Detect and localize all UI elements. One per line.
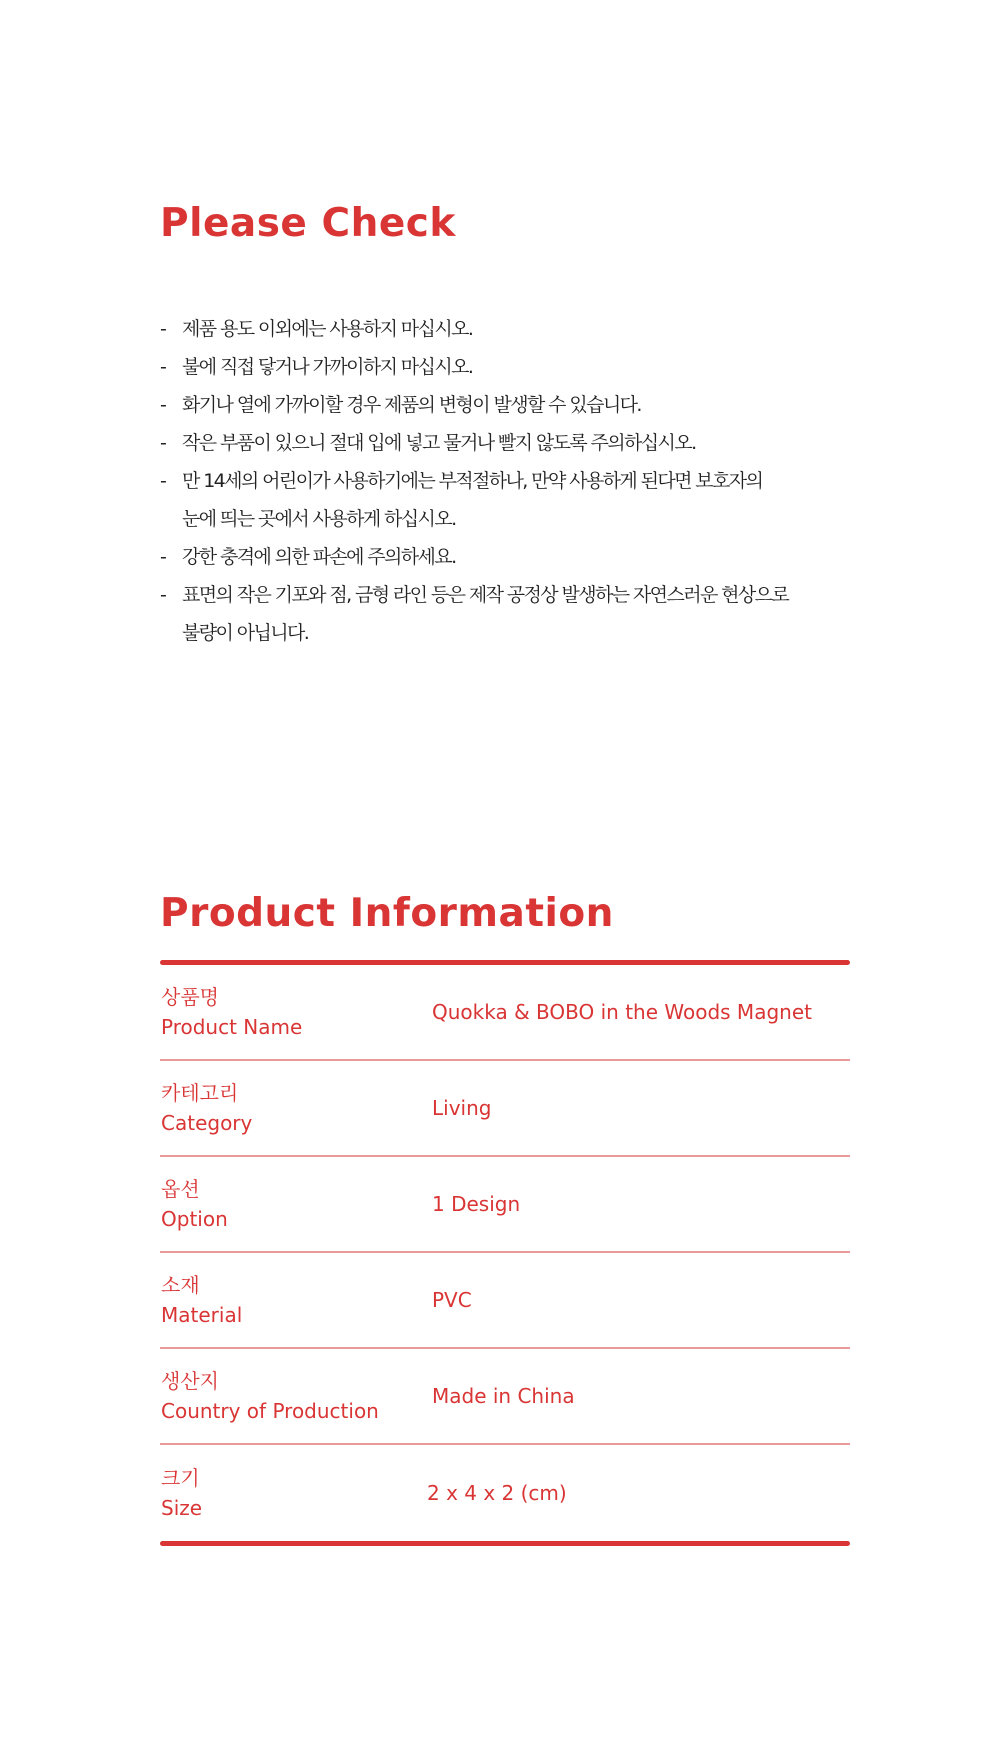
caution-item [160, 310, 860, 348]
label-english: Category [161, 1111, 253, 1135]
label-english: Product Name [161, 1015, 303, 1039]
caution-text: 작은 부품이 있으니 절대 입에 넣고 물거나 빨지 않도록 주의하십시오. [182, 432, 696, 454]
info-row-product-name [160, 965, 850, 1061]
row-label [161, 1349, 379, 1443]
row-label [161, 1445, 202, 1541]
label-korean: 상품명 [161, 985, 219, 1009]
info-row-country-of-production [160, 1349, 850, 1445]
bullet-dash: - [160, 394, 167, 416]
product-info-table [160, 960, 850, 1546]
row-value: 2 x 4 x 2 (cm) [427, 1481, 567, 1505]
label-english: Material [161, 1303, 243, 1327]
label-english: Size [161, 1496, 203, 1520]
row-label [161, 1253, 242, 1347]
label-korean: 생산지 [161, 1369, 219, 1393]
info-row-material [160, 1253, 850, 1349]
caution-item [160, 386, 860, 424]
caution-list [160, 310, 860, 652]
caution-text: 불에 직접 닿거나 가까이하지 마십시오. [182, 356, 473, 378]
table-bottom-rule [160, 1541, 850, 1546]
label-korean: 카테고리 [161, 1081, 239, 1105]
row-label [161, 965, 302, 1059]
info-row-category [160, 1061, 850, 1157]
row-value: Living [432, 1096, 492, 1120]
bullet-dash: - [160, 470, 167, 492]
caution-text: 제품 용도 이외에는 사용하지 마십시오. [182, 318, 473, 340]
row-label [161, 1157, 228, 1251]
caution-text-line-1: 만 14세의 어린이가 사용하기에는 부적절하나, 만약 사용하게 된다면 보호자의 [182, 470, 763, 492]
label-korean: 크기 [161, 1466, 200, 1490]
caution-item [160, 462, 860, 538]
info-row-size [160, 1445, 850, 1541]
row-value: Quokka & BOBO in the Woods Magnet [432, 1000, 812, 1024]
caution-text: 화기나 열에 가까이할 경우 제품의 변형이 발생할 수 있습니다. [182, 394, 641, 416]
caution-item [160, 348, 860, 386]
caution-item [160, 576, 860, 652]
bullet-dash: - [160, 356, 167, 378]
label-korean: 옵션 [161, 1177, 200, 1201]
bullet-dash: - [160, 432, 167, 454]
row-label [161, 1061, 252, 1155]
bullet-dash: - [160, 546, 167, 568]
label-english: Option [161, 1207, 228, 1231]
label-korean: 소재 [161, 1273, 200, 1297]
label-english: Country of Production [161, 1399, 379, 1423]
info-row-option [160, 1157, 850, 1253]
caution-item [160, 538, 860, 576]
bullet-dash: - [160, 318, 167, 340]
row-value: 1 Design [432, 1192, 521, 1216]
please-check-title: Please Check [160, 201, 456, 246]
caution-item [160, 424, 860, 462]
row-value: Made in China [432, 1384, 575, 1408]
caution-text-line-2: 불량이 아닙니다. [182, 622, 309, 644]
caution-text-line-2: 눈에 띄는 곳에서 사용하게 하십시오. [182, 508, 456, 530]
product-information-title: Product Information [160, 891, 614, 936]
caution-text: 강한 충격에 의한 파손에 주의하세요. [182, 546, 456, 568]
caution-text-line-1: 표면의 작은 기포와 점, 금형 라인 등은 제작 공정상 발생하는 자연스러운 현상으로 [182, 584, 789, 606]
bullet-dash: - [160, 584, 167, 606]
row-value: PVC [432, 1288, 472, 1312]
